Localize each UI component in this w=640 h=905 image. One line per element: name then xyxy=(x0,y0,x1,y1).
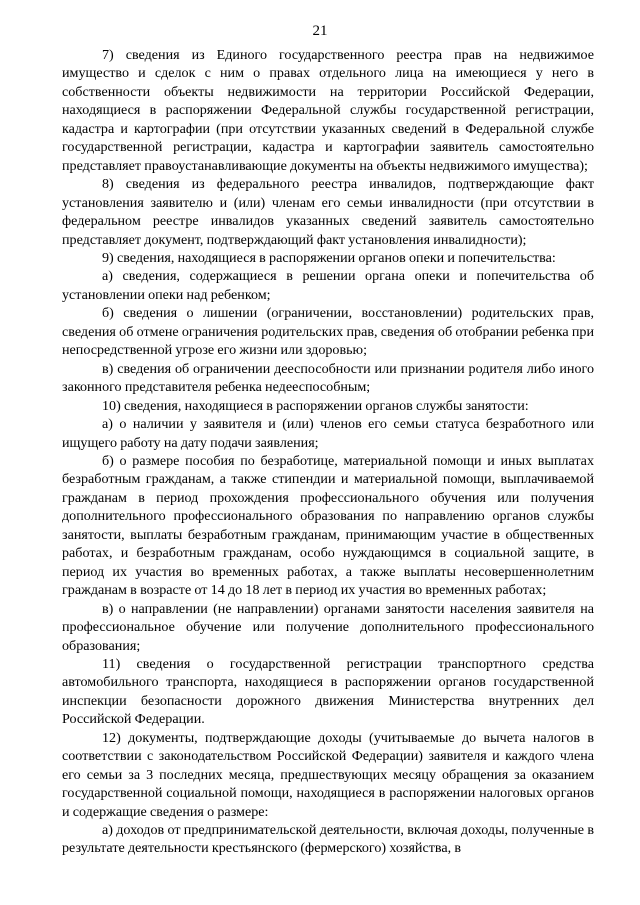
paragraph-item-9v: в) сведения об ограничении дееспособности или признании родителя либо иного законного представителя ребенка недееспособным; xyxy=(62,360,594,396)
paragraph-item-10: 10) сведения, находящиеся в распоряжении органов службы занятости: xyxy=(102,397,529,414)
paragraph-item-12: 12) документы, подтверждающие доходы (учитываемые до вычета налогов в соответствии с законодательством Российской Федерации) заявителя и каждого члена его семьи за 3 последних месяца, предшествующих месяцу обращения за оказанием государственной социальной помощи, находящиеся в распоряжении налоговых органов и содержащие сведения о размере: xyxy=(62,729,594,820)
paragraph-item-9: 9) сведения, находящиеся в распоряжении органов опеки и попечительства: xyxy=(102,249,556,266)
paragraph-item-9b: б) сведения о лишении (ограничении, восстановлении) родительских прав, сведения об отмене ограничения родительских прав, сведения об отобрании ребенка при непосредственной угрозе его жизни или здоровью; xyxy=(62,305,594,359)
page-number: 21 xyxy=(312,23,328,39)
paragraph-item-12a: а) доходов от предпринимательской деятельности, включая доходы, полученные в результате деятельности крестьянского (фермерского) хозяйства, в xyxy=(62,822,594,857)
document-body xyxy=(62,46,594,858)
paragraph-item-7: 7) сведения из Единого государственного реестра прав на недвижимое имущество и сделок с ним о правах отдельного лица на имеющиеся у него в собственности объекты недвижимости на территории Российской Федерации, находящиеся в распоряжении Федеральной службы государственной регистрации, кадастра и картографии (при отсутствии указанных сведений в Федеральной службе государственной регистрации, кадастра и картографии заявитель самостоятельно представляет правоустанавливающие документы на объекты недвижимого имущества); xyxy=(62,47,594,174)
paragraph-item-10v: в) о направлении (не направлении) органами занятости населения заявителя на профессиональное обучение или получение дополнительного профессионального образования; xyxy=(62,600,594,654)
paragraph-item-11: 11) сведения о государственной регистрации транспортного средства автомобильного транспорта, находящиеся в распоряжении органов государственной инспекции безопасности дорожного движения Министерства внутренних дел Российской Федерации. xyxy=(62,655,594,728)
paragraph-item-10a: а) о наличии у заявителя и (или) членов его семьи статуса безработного или ищущего работу на дату подачи заявления; xyxy=(62,416,594,451)
paragraph-item-10b: б) о размере пособия по безработице, материальной помощи и иных выплатах безработным гражданам, а также стипендии и материальной помощи, выплачиваемой гражданам в период прохождения профессионального обучения или получения дополнительного профессионального образования по направлению органов службы занятости, выплаты безработным гражданам, принимающим участие в общественных работах, и безработным гражданам, особо нуждающимся в социальной защите, в период их участия во временных работах, а также выплаты несовершеннолетним гражданам в возрасте от 14 до 18 лет в период их участия во временных работах; xyxy=(62,452,594,599)
paragraph-item-8: 8) сведения из федерального реестра инвалидов, подтверждающие факт установления заявителю и (или) членам его семьи инвалидности (при отсутствии в федеральном реестре инвалидов указанных сведений заявитель самостоятельно представляет документ, подтверждающий факт установления инвалидности); xyxy=(62,176,594,248)
paragraph-item-9a: а) сведения, содержащиеся в решении органа опеки и попечительства об установлении опеки над ребенком; xyxy=(62,268,594,303)
